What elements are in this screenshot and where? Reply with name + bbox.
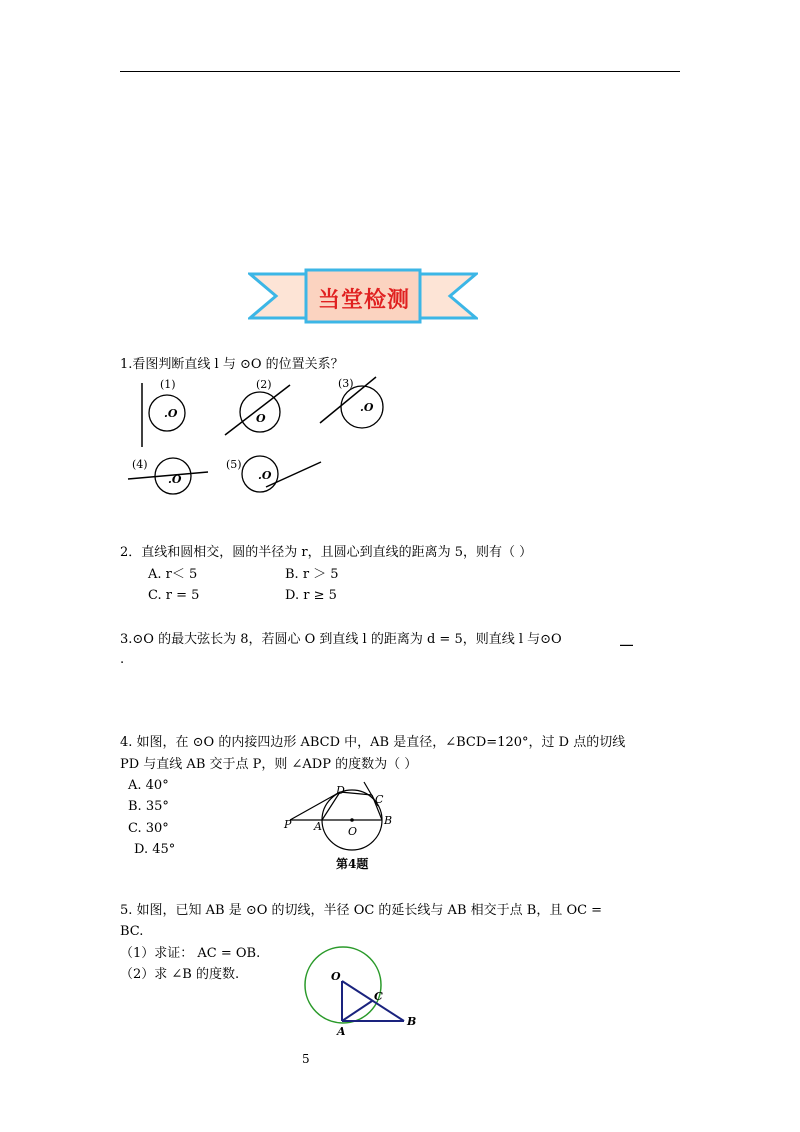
q5-label-b: B (407, 1015, 417, 1028)
q2-option-c: C. r = 5 (148, 588, 200, 603)
q4-line-1: 4. 如图，在 ⊙O 的内接四边形 ABCD 中，AB 是直径，∠BCD=120°，过 D 点的切线 (120, 735, 626, 750)
q4-label-a: A (314, 820, 322, 833)
q1-center-1: .O (164, 407, 178, 420)
section-banner (248, 266, 478, 326)
q1-fig-3 (318, 375, 388, 440)
q4-label-p: P (284, 818, 292, 831)
q1-fig-2 (225, 378, 290, 435)
q4-option-d: D. 45° (134, 842, 176, 857)
q4-line-2: PD 与直线 AB 交于点 P，则 ∠ADP 的度数为（ ） (120, 757, 418, 772)
q1-label-1: (1) (160, 378, 176, 391)
q2-option-b: B. r ＞ 5 (285, 567, 339, 582)
q3-answer-blank: __ (620, 632, 633, 647)
q4-label-c: C (375, 793, 384, 806)
q4-caption: 第4题 (336, 857, 369, 871)
q4-option-a: A. 40° (128, 778, 169, 793)
q3-prompt: 3.⊙O 的最大弦长为 8，若圆心 O 到直线 l 的距离为 d = 5，则直线 l 与⊙O (120, 632, 562, 647)
q4-label-b: B (384, 814, 393, 827)
q3-continuation: . (120, 652, 125, 667)
q4-option-c: C. 30° (128, 821, 169, 836)
page-number: 5 (302, 1052, 310, 1066)
q5-label-o: O (331, 970, 341, 983)
q5-sub-2: （2）求 ∠B 的度数. (120, 967, 240, 982)
banner-title: 当堂检测 (317, 288, 410, 313)
q2-option-d: D. r ≥ 5 (285, 588, 337, 603)
q5-figure (300, 945, 425, 1040)
q5-label-c: C (374, 990, 383, 1003)
q1-prompt: 1.看图判断直线 l 与 ⊙O 的位置关系？ (120, 357, 344, 372)
q1-fig-5 (226, 456, 321, 492)
q1-center-3: .O (360, 401, 374, 414)
q1-label-3: (3) (338, 377, 354, 390)
q5-line-2: BC. (120, 924, 144, 939)
q4-label-o: O (348, 825, 358, 838)
q1-fig-4 (128, 458, 208, 494)
q1-figures (120, 375, 340, 500)
header-rule (120, 71, 680, 72)
q2-prompt: 2．直线和圆相交，圆的半径为 r，且圆心到直线的距离为 5，则有（ ） (120, 545, 533, 560)
q1-label-4: (4) (132, 458, 148, 471)
q4-option-b: B. 35° (128, 799, 169, 814)
q1-center-2: O (256, 412, 266, 425)
q5-label-a: A (337, 1025, 346, 1038)
q4-label-d: D (336, 784, 345, 797)
q5-sub-1: （1）求证： AC = OB. (120, 946, 261, 961)
q2-option-a: A. r＜ 5 (148, 567, 198, 582)
q1-center-5: .O (258, 469, 272, 482)
q1-label-5: (5) (226, 458, 242, 471)
q1-center-4: .O (168, 473, 182, 486)
q5-line-1: 5. 如图，已知 AB 是 ⊙O 的切线，半径 OC 的延长线与 AB 相交于点 B，且 OC = (120, 903, 603, 918)
q4-figure (280, 780, 410, 875)
q1-label-2: (2) (256, 378, 272, 391)
q1-fig-1 (142, 378, 185, 447)
